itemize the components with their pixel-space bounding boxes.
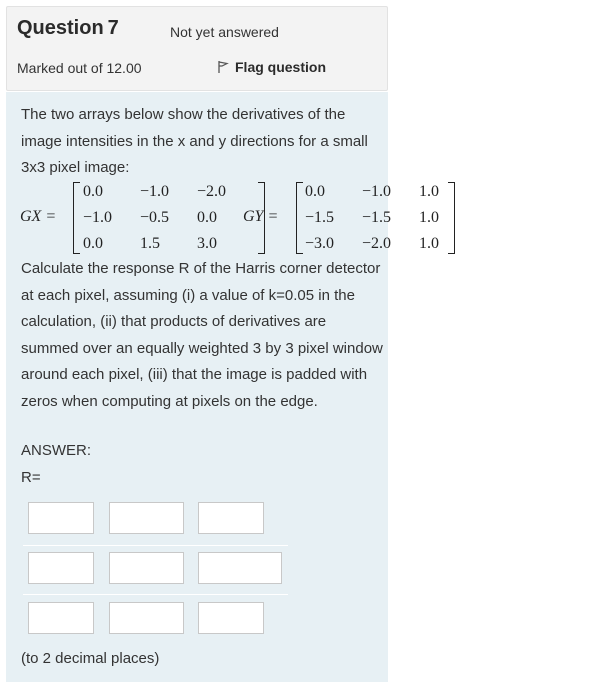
gx-cell: 1.5: [140, 235, 160, 252]
answer-input[interactable]: [198, 602, 264, 634]
gy-label: GY =: [243, 208, 279, 225]
answer-row-divider: [23, 545, 288, 546]
gx-cell: −2.0: [197, 183, 227, 200]
gx-cell: 0.0: [83, 183, 103, 200]
gx-cell: 3.0: [197, 235, 217, 252]
question-number: 7: [107, 17, 119, 39]
answer-input[interactable]: [198, 552, 282, 584]
answer-input[interactable]: [109, 552, 184, 584]
gy-cell: 0.0: [305, 183, 325, 200]
gx-cell: 0.0: [197, 209, 217, 226]
question-intro: The two arrays below show the derivatives of the image intensities in the x and y directions for a small 3x3 pixel image:: [21, 106, 368, 176]
gx-cell: −1.0: [140, 183, 170, 200]
answer-input[interactable]: [109, 502, 184, 534]
question-label: Question: [17, 17, 104, 39]
derivative-matrices: [6, 180, 476, 256]
gy-cell: −3.0: [305, 235, 335, 252]
flag-icon: [217, 60, 229, 74]
question-instructions: Calculate the response R of the Harris corner detector at each pixel, assuming (i) a value of k=0.05 in the calculation, (ii) that products of derivatives are summed over an equally weighted 3 by 3 pixel window around each pixel, (iii) that the image is padded with zeros when computing at pixels on the edge.: [21, 260, 383, 410]
gx-label: GX =: [20, 208, 57, 225]
question-title: [17, 17, 119, 40]
question-grade: Marked out of 12.00: [17, 60, 142, 76]
answer-input[interactable]: [109, 602, 184, 634]
answer-input[interactable]: [28, 552, 94, 584]
gx-bracket-left: [73, 182, 80, 254]
gx-cell: −0.5: [140, 209, 170, 226]
question-state: Not yet answered: [170, 24, 279, 40]
gy-bracket-left: [296, 182, 303, 254]
flag-question-button[interactable]: [217, 59, 326, 75]
flag-question-label: Flag question: [235, 59, 326, 75]
gy-cell: 1.0: [419, 183, 439, 200]
gy-cell: −1.5: [362, 209, 392, 226]
answer-input[interactable]: [28, 502, 94, 534]
question-content: [6, 92, 439, 682]
answer-input[interactable]: [28, 602, 94, 634]
gx-cell: 0.0: [83, 235, 103, 252]
question-info-panel: [6, 6, 388, 91]
answer-input[interactable]: [198, 502, 264, 534]
gy-cell: −1.0: [362, 183, 392, 200]
gy-bracket-right: [448, 182, 455, 254]
gy-cell: −1.5: [305, 209, 335, 226]
precision-note: (to 2 decimal places): [21, 650, 160, 667]
gy-cell: 1.0: [419, 209, 439, 226]
r-label: R=: [21, 469, 41, 486]
gy-cell: −2.0: [362, 235, 392, 252]
gx-cell: −1.0: [83, 209, 113, 226]
answer-row-divider: [23, 594, 288, 595]
gy-cell: 1.0: [419, 235, 439, 252]
answer-label: ANSWER:: [21, 442, 92, 459]
